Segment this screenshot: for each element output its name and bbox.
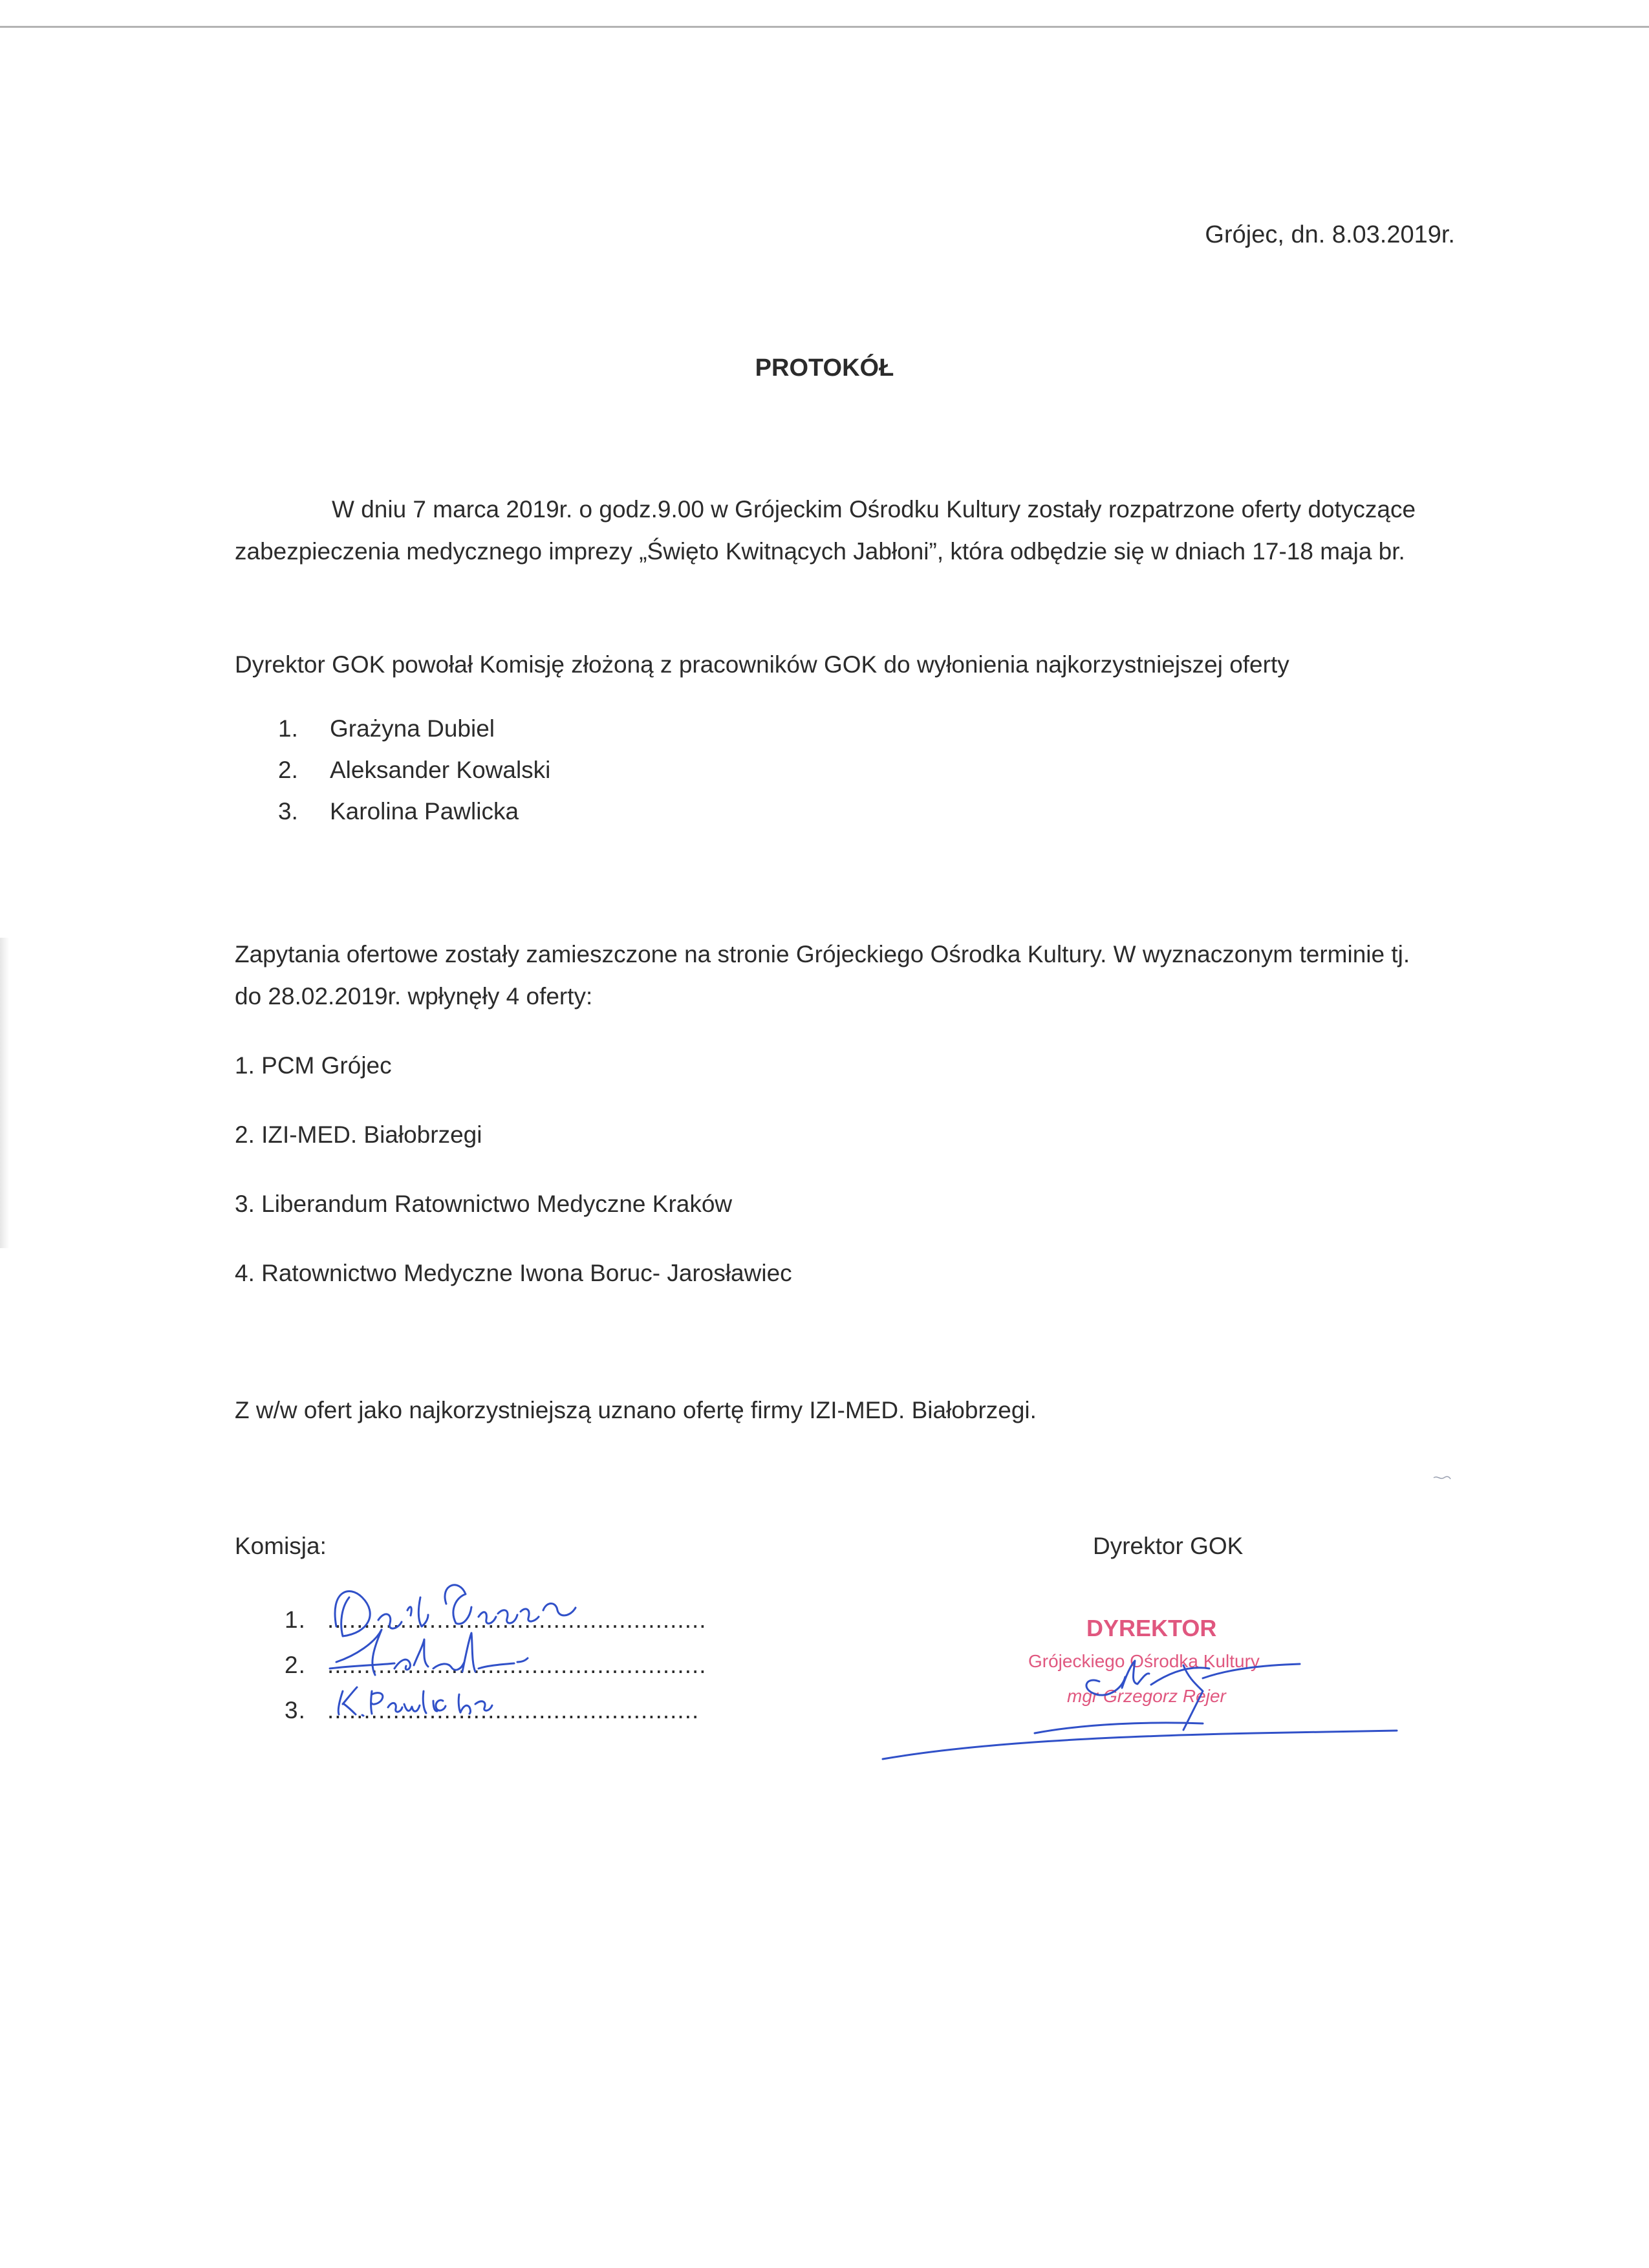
conclusion: Z w/w ofert jako najkorzystniejszą uznano ofertę firmy IZI-MED. Białobrzegi.	[235, 1397, 1037, 1423]
list-number: 3.	[278, 798, 298, 825]
scan-speck	[1432, 1471, 1458, 1484]
member-name: Karolina Pawlicka	[330, 798, 519, 825]
scan-border-line	[0, 26, 1649, 28]
list-item: 1. PCM Grójec	[235, 1052, 392, 1079]
dotted-line: ....................................................	[327, 1606, 707, 1633]
stamp-institution: Grójeckiego Ośrodka Kultury	[1028, 1651, 1260, 1671]
list-number: 1.	[285, 1606, 306, 1633]
stamp-name: mgr Grzegorz Rejer	[1067, 1686, 1226, 1706]
commission-members-list	[278, 708, 550, 832]
member-name: Aleksander Kowalski	[330, 757, 551, 783]
commission-label: Komisja:	[235, 1533, 327, 1559]
director-label: Dyrektor GOK	[1093, 1533, 1244, 1559]
list-item	[278, 750, 550, 791]
list-number: 2.	[285, 1652, 306, 1678]
director-stamp	[879, 1604, 1410, 1766]
stamp-text	[1028, 1615, 1260, 1706]
commission-intro: Dyrektor GOK powołał Komisję złożoną z pracowników GOK do wyłonienia najkorzystniejszej oferty	[235, 651, 1289, 678]
dotted-line: ....................................................	[327, 1652, 707, 1678]
list-item	[278, 791, 550, 832]
director-signature	[883, 1661, 1397, 1759]
scan-shadow	[0, 938, 9, 1248]
stamp-title: DYREKTOR	[1086, 1615, 1217, 1641]
member-name: Grażyna Dubiel	[330, 715, 495, 742]
list-number: 2.	[278, 757, 298, 783]
list-number: 1.	[278, 715, 298, 742]
list-item	[278, 708, 550, 750]
list-item: 2. IZI-MED. Białobrzegi	[235, 1121, 482, 1148]
signature-3	[338, 1687, 492, 1716]
handwritten-signatures	[323, 1571, 711, 1740]
document-date: Grójec, dn. 8.03.2019r.	[1205, 221, 1455, 248]
document-title: PROTOKÓŁ	[755, 354, 894, 382]
list-item: 3. Liberandum Ratownictwo Medyczne Kraków	[235, 1191, 733, 1217]
list-item: 4. Ratownictwo Medyczne Iwona Boruc- Jarosławiec	[235, 1260, 792, 1286]
offers-intro: Zapytania ofertowe zostały zamieszczone na stronie Grójeckiego Ośrodka Kultury. W wyznaczonym terminie tj. do 28.02.2019r. wpłynęły 4 oferty:	[235, 941, 1410, 1010]
offers-list	[235, 1044, 792, 1321]
intro-paragraph: W dniu 7 marca 2019r. o godz.9.00 w Grójeckim Ośrodku Kultury zostały rozpatrzone oferty dotyczące zabezpieczenia medycznego imprezy „Święto Kwitnących Jabłoni”, która odbędzie się w dniach 17-18 maja br.	[235, 496, 1416, 565]
list-number: 3.	[285, 1697, 306, 1723]
signature-2	[330, 1630, 528, 1675]
signature-1	[335, 1585, 576, 1636]
dotted-line: ...................................................	[327, 1697, 700, 1723]
